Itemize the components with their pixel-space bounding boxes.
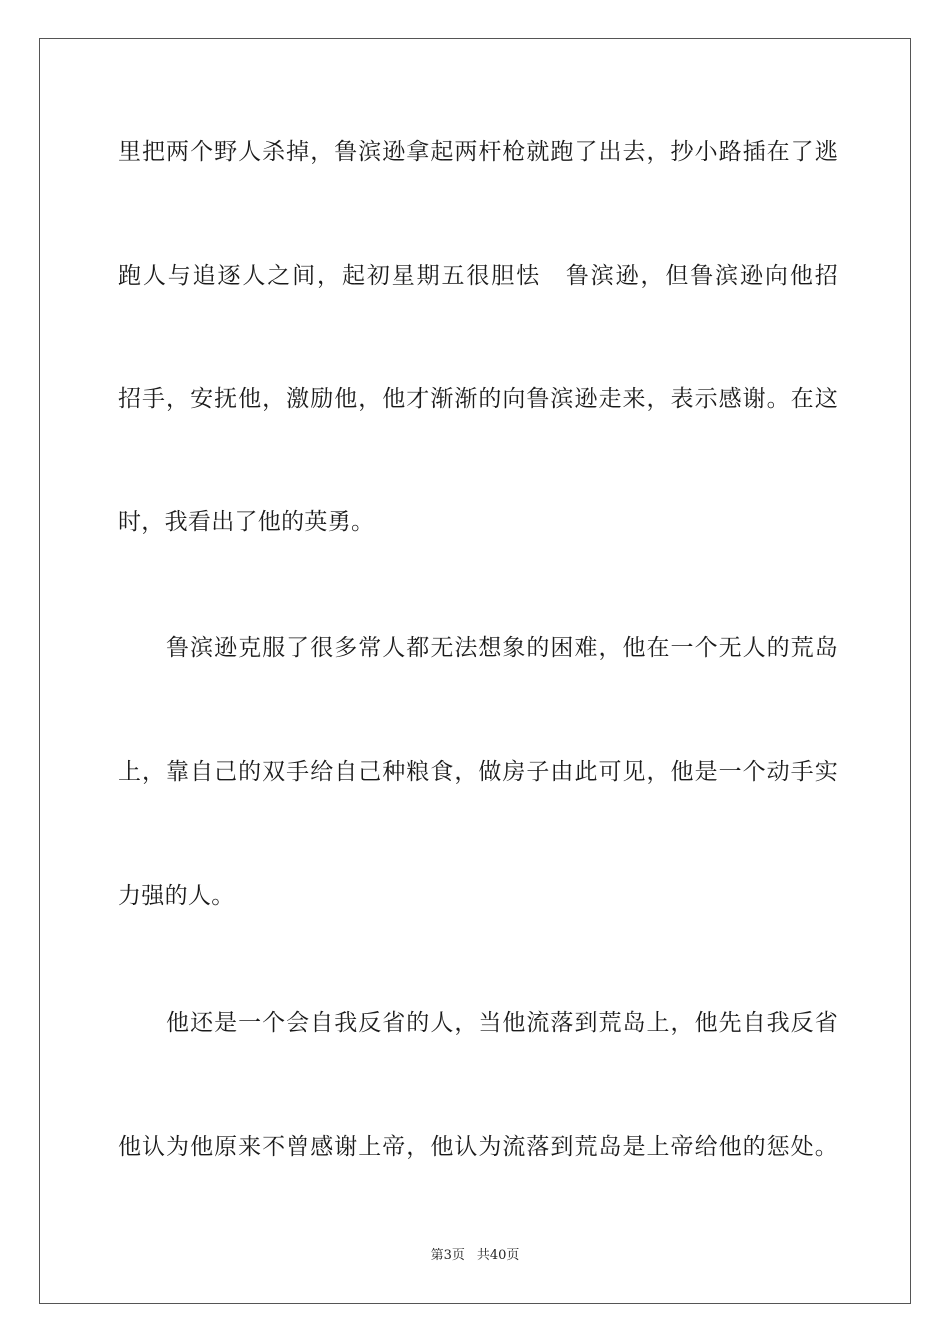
page-total: 共40页 [476, 1248, 520, 1263]
page-frame [39, 38, 911, 1304]
text-line: 时，我看出了他的英勇。 [118, 509, 375, 535]
text-line: 跑人与追逐人之间，起初星期五很胆怯 鲁滨逊，但鲁滨逊向他招 [118, 263, 838, 289]
text-line: 上，靠自己的双手给自己种粮食，做房子由此可见，他是一个动手实 [118, 759, 838, 785]
text-line: 他还是一个会自我反省的人，当他流落到荒岛上，他先自我反省 [118, 1010, 838, 1036]
page-number: 第3页 [430, 1248, 465, 1263]
text-line: 力强的人。 [118, 883, 235, 909]
page-footer [0, 1247, 950, 1265]
text-line: 他认为他原来不曾感谢上帝，他认为流落到荒岛是上帝给他的惩处。 [118, 1134, 838, 1160]
text-line: 鲁滨逊克服了很多常人都无法想象的困难，他在一个无人的荒岛 [118, 635, 838, 661]
text-line: 里把两个野人杀掉，鲁滨逊拿起两杆枪就跑了出去，抄小路插在了逃 [118, 139, 838, 165]
text-line: 招手，安抚他，激励他，他才渐渐的向鲁滨逊走来，表示感谢。在这 [118, 386, 838, 412]
